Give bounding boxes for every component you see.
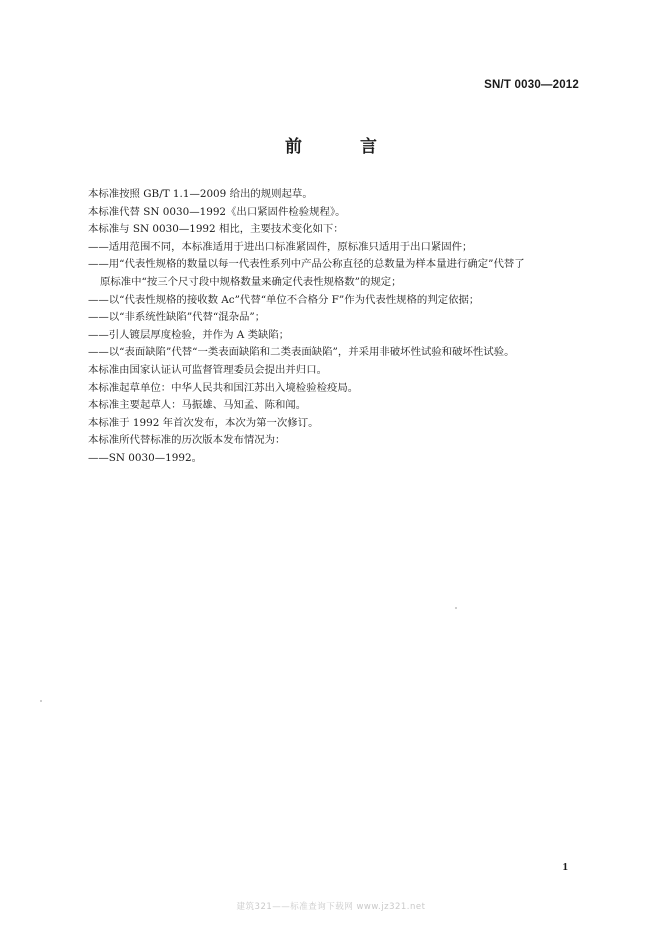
change-item: ——以“非系统性缺陷”代替“混杂品”； (88, 311, 266, 324)
foreword-line: 本标准起草单位：中华人民共和国江苏出入境检验检疫局。 (88, 381, 359, 394)
standard-code: SN/T 0030—2012 (484, 79, 579, 91)
page-title: 前 言 (285, 137, 403, 157)
foreword-line: 本标准所代替标准的历次版本发布情况为： (88, 434, 286, 447)
watermark: 建筑321——标准查询下载网 www.jz321.net (236, 902, 426, 912)
change-item: ——引人镀层厚度检验，并作为 A 类缺陷； (88, 328, 290, 341)
foreword-line: 本标准由国家认证认可监督管理委员会提出并归口。 (88, 363, 327, 376)
page-number: 1 (562, 861, 568, 873)
foreword-line: 本标准主要起草人：马振雄、马知孟、陈和闻。 (88, 399, 307, 412)
change-item-continuation: 原标准中“按三个尺寸段中规格数量来确定代表性规格数”的规定； (100, 275, 402, 288)
change-item: ——以“代表性规格的接收数 Ac”代替“单位不合格分 F”作为代表性规格的判定依据； (88, 293, 480, 306)
foreword-line: 本标准于 1992 年首次发布，本次为第一次修订。 (88, 416, 319, 429)
change-item: ——以“表面缺陷”代替“一类表面缺陷和二类表面缺陷”，并采用非破坏性试验和破坏性试验。 (88, 346, 515, 359)
scan-speck (40, 700, 42, 702)
change-item: ——适用范围不同，本标准适用于进出口标准紧固件，原标准只适用于出口紧固件； (88, 240, 473, 253)
foreword-line: 本标准按照 GB/T 1.1—2009 给出的规则起草。 (88, 188, 313, 200)
foreword-line: 本标准与 SN 0030—1992 相比，主要技术变化如下： (88, 223, 344, 236)
scan-speck (455, 607, 457, 609)
previous-edition-item: ——SN 0030—1992。 (88, 451, 202, 464)
foreword-line: 本标准代替 SN 0030—1992《出口紧固件检验规程》。 (88, 205, 346, 218)
foreword-body (88, 186, 588, 468)
change-item: ——用“代表性规格的数量以每一代表性系列中产品公称直径的总数量为样本量进行确定”代替了 (88, 258, 525, 271)
